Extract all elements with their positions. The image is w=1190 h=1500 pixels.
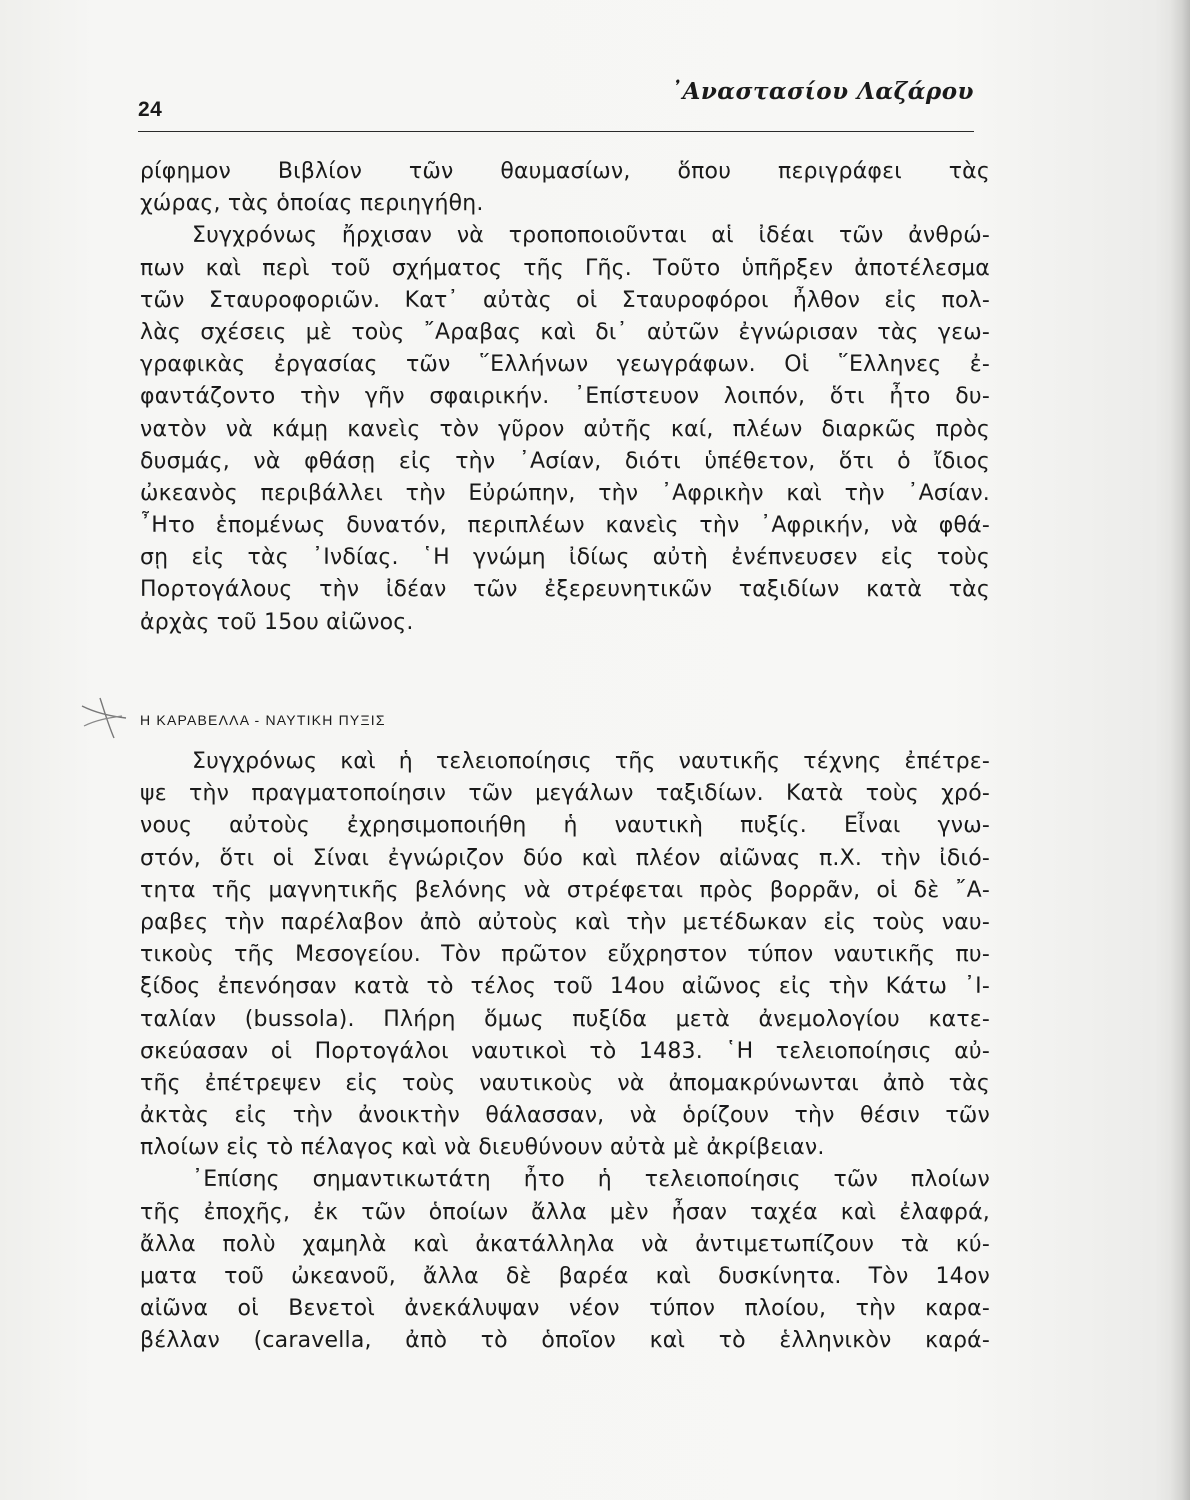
text-line: τῆς ἐποχῆς, ἐκ τῶν ὁποίων ἄλλα μὲν ἦσαν ταχέα καὶ ἐλαφρά,	[140, 1199, 990, 1225]
text-line: φαντάζοντο τὴν γῆν σφαιρικήν. ᾿Επίστευον λοιπόν, ὅτι ἦτο δυ-	[140, 384, 990, 410]
text-line: ἀρχὰς τοῦ 15ου αἰῶνος.	[140, 609, 414, 635]
text-line: πλοίων εἰς τὸ πέλαγος καὶ νὰ διευθύνουν αὐτὰ μὲ ἀκρίβειαν.	[140, 1135, 825, 1161]
text-line: ματα τοῦ ὠκεανοῦ, ἄλλα δὲ βαρέα καὶ δυσκίνητα. Τὸν 14ον	[140, 1264, 990, 1289]
text-line: τικοὺς τῆς Μεσογείου. Τὸν πρῶτον εὔχρηστον τύπον ναυτικῆς πυ-	[140, 942, 990, 968]
running-head-author: ᾿Αναστασίου Λαζάρου	[670, 78, 974, 105]
text-line: τητα τῆς μαγνητικῆς βελόνης νὰ στρέφεται πρὸς βορρᾶν, οἱ δὲ ῎Α-	[140, 877, 990, 903]
text-line: ξίδος ἐπενόησαν κατὰ τὸ τέλος τοῦ 14ου αἰῶνος εἰς τὴν Κάτω ᾿Ι-	[140, 974, 990, 1000]
section-two-text	[140, 746, 990, 1358]
handwritten-margin-mark-icon	[78, 696, 130, 740]
text-line: ᾿Επίσης σημαντικωτάτη ἦτο ἡ τελειοποίησις τῶν πλοίων	[192, 1167, 990, 1193]
page-edge-shadow	[1170, 0, 1190, 1500]
text-line: αἰῶνα οἱ Βενετοὶ ἀνεκάλυψαν νέον τύπον πλοίου, τὴν καρα-	[140, 1296, 990, 1322]
text-line: Πορτογάλους τὴν ἰδέαν τῶν ἐξερευνητικῶν ταξιδίων κατὰ τὰς	[140, 577, 990, 603]
text-line: νατὸν νὰ κάμῃ κανεὶς τὸν γῦρον αὐτῆς καί, πλέων διαρκῶς πρὸς	[140, 416, 990, 442]
page-header	[138, 78, 974, 122]
text-line: ραβες τὴν παρέλαβον ἀπὸ αὐτοὺς καὶ τὴν μετέδωκαν εἰς τοὺς ναυ-	[140, 909, 990, 935]
text-line: σκεύασαν οἱ Πορτογάλοι ναυτικοὶ τὸ 1483. ῾Η τελειοποίησις αὐ-	[140, 1038, 990, 1064]
text-line: ταλίαν (bussola). Πλήρη ὅμως πυξίδα μετὰ ἀνεμολογίου κατε-	[140, 1006, 990, 1032]
text-line: ρίφημον Βιβλίον τῶν θαυμασίων, ὅπου περιγράφει τὰς	[140, 159, 990, 184]
text-line: στόν, ὅτι οἱ Σίναι ἐγνώριζον δύο καὶ πλέον αἰῶνας π.Χ. τὴν ἰδιό-	[140, 845, 990, 871]
text-line: χώρας, τὰς ὁποίας περιηγήθη.	[140, 191, 484, 217]
section-heading: Η ΚΑΡΑΒΕΛΛΑ - ΝΑΥΤΙΚΗ ΠΥΞΙΣ	[140, 712, 386, 728]
text-line: ψε τὴν πραγματοποίησιν τῶν μεγάλων ταξιδίων. Κατὰ τοὺς χρό-	[140, 781, 990, 807]
text-line: ῏Ητο ἑπομένως δυνατόν, περιπλέων κανεὶς τὴν ᾿Αφρικήν, νὰ φθά-	[140, 513, 990, 539]
text-line: ἄλλα πολὺ χαμηλὰ καὶ ἀκατάλληλα νὰ ἀντιμετωπίζουν τὰ κύ-	[140, 1231, 990, 1257]
page-number: 24	[138, 98, 163, 121]
text-line: Συγχρόνως καὶ ἡ τελειοποίησις τῆς ναυτικῆς τέχνης ἐπέτρε-	[192, 749, 990, 774]
text-line: πων καὶ περὶ τοῦ σχήματος τῆς Γῆς. Τοῦτο ὑπῆρξεν ἀποτέλεσμα	[140, 255, 990, 281]
text-line: δυσμάς, νὰ φθάσῃ εἰς τὴν ᾿Ασίαν, διότι ὑπέθετον, ὅτι ὁ ἴδιος	[140, 448, 990, 474]
header-rule	[138, 131, 974, 132]
text-line: λὰς σχέσεις μὲ τοὺς ῎Αραβας καὶ δι᾿ αὐτῶν ἐγνώρισαν τὰς γεω-	[140, 319, 990, 345]
text-line: νους αὐτοὺς ἐχρησιμοποιήθη ἡ ναυτικὴ πυξίς. Εἶναι γνω-	[140, 813, 990, 839]
section-one-text	[140, 156, 990, 639]
text-line: ὠκεανὸς περιβάλλει τὴν Εὐρώπην, τὴν ᾿Αφρικὴν καὶ τὴν ᾿Ασίαν.	[140, 480, 990, 506]
text-line: Συγχρόνως ἤρχισαν νὰ τροποποιοῦνται αἱ ἰδέαι τῶν ἀνθρώ-	[192, 223, 990, 249]
text-line: ἀκτὰς εἰς τὴν ἀνοικτὴν θάλασσαν, νὰ ὁρίζουν τὴν θέσιν τῶν	[140, 1103, 990, 1129]
text-line: τῆς ἐπέτρεψεν εἰς τοὺς ναυτικοὺς νὰ ἀπομακρύνωνται ἀπὸ τὰς	[140, 1070, 990, 1096]
text-line: τῶν Σταυροφοριῶν. Κατ᾿ αὐτὰς οἱ Σταυροφόροι ἦλθον εἰς πολ-	[140, 287, 990, 313]
text-line: βέλλαν (caravella, ἀπὸ τὸ ὁποῖον καὶ τὸ ἑλληνικὸν καρά-	[140, 1328, 990, 1354]
text-line: σῃ εἰς τὰς ᾿Ινδίας. ῾Η γνώμη ἰδίως αὐτὴ ἐνέπνευσεν εἰς τοὺς	[140, 545, 990, 571]
text-line: γραφικὰς ἐργασίας τῶν ῞Ελλήνων γεωγράφων. Οἱ ῞Ελληνες ἐ-	[140, 352, 990, 378]
